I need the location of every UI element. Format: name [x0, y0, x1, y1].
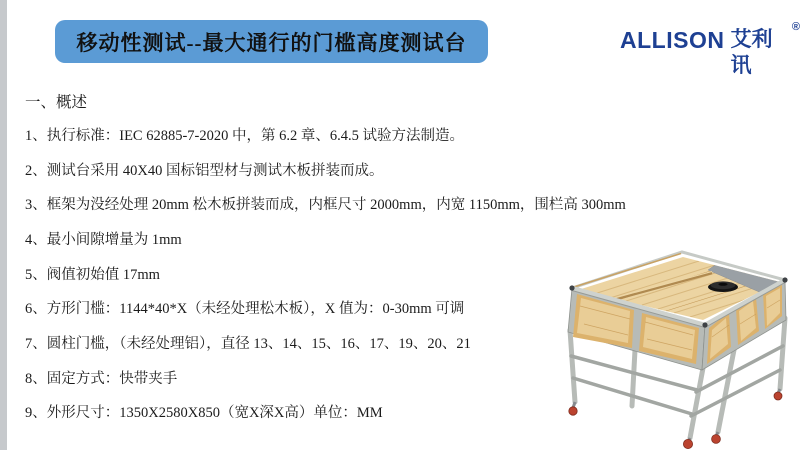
- corner-cap: [702, 322, 707, 327]
- logo-latin-text: ALLISON: [620, 27, 725, 53]
- brand-logo: [620, 21, 800, 79]
- list-item: 2、测试台采用 40X40 国标铝型材与测试木板拼装而成。: [25, 162, 384, 179]
- list-item: 1、执行标准：IEC 62885-7-2020 中，第 6.2 章、6.4.5 试验方法制造。: [25, 127, 465, 144]
- section-heading: 一、概述: [25, 93, 88, 111]
- list-item: 7、圆柱门槛，（未经处理铝），直径 13、14、15、16、17、19、20、21: [25, 335, 471, 352]
- test-bench-photo: [540, 240, 800, 450]
- caster: [774, 389, 782, 400]
- corner-cap: [782, 277, 787, 282]
- list-item: 8、固定方式：快带夹手: [25, 370, 178, 387]
- registered-trademark-icon: ®: [791, 21, 800, 33]
- corner-cap: [569, 285, 574, 290]
- logo-chinese-text: 艾利讯: [730, 28, 773, 77]
- list-item: 9、外形尺寸：1350X2580X850（宽X深X高）单位：MM: [25, 405, 383, 422]
- title-banner: [55, 20, 488, 63]
- test-bench-illustration: [540, 240, 800, 450]
- list-item: 4、最小间隙增量为 1mm: [25, 231, 182, 248]
- list-item: 6、方形门槛：1144*40*X（未经处理松木板），X 值为：0-30mm 可调: [25, 301, 465, 318]
- page-title: 移动性测试--最大通行的门槛高度测试台: [76, 30, 467, 55]
- left-edge-strip: [0, 0, 7, 450]
- list-item: 5、阀值初始值 17mm: [25, 266, 160, 283]
- list-item: 3、框架为没经处理 20mm 松木板拼装而成，内框尺寸 2000mm，内宽 1150mm，围栏高 300mm: [25, 197, 626, 214]
